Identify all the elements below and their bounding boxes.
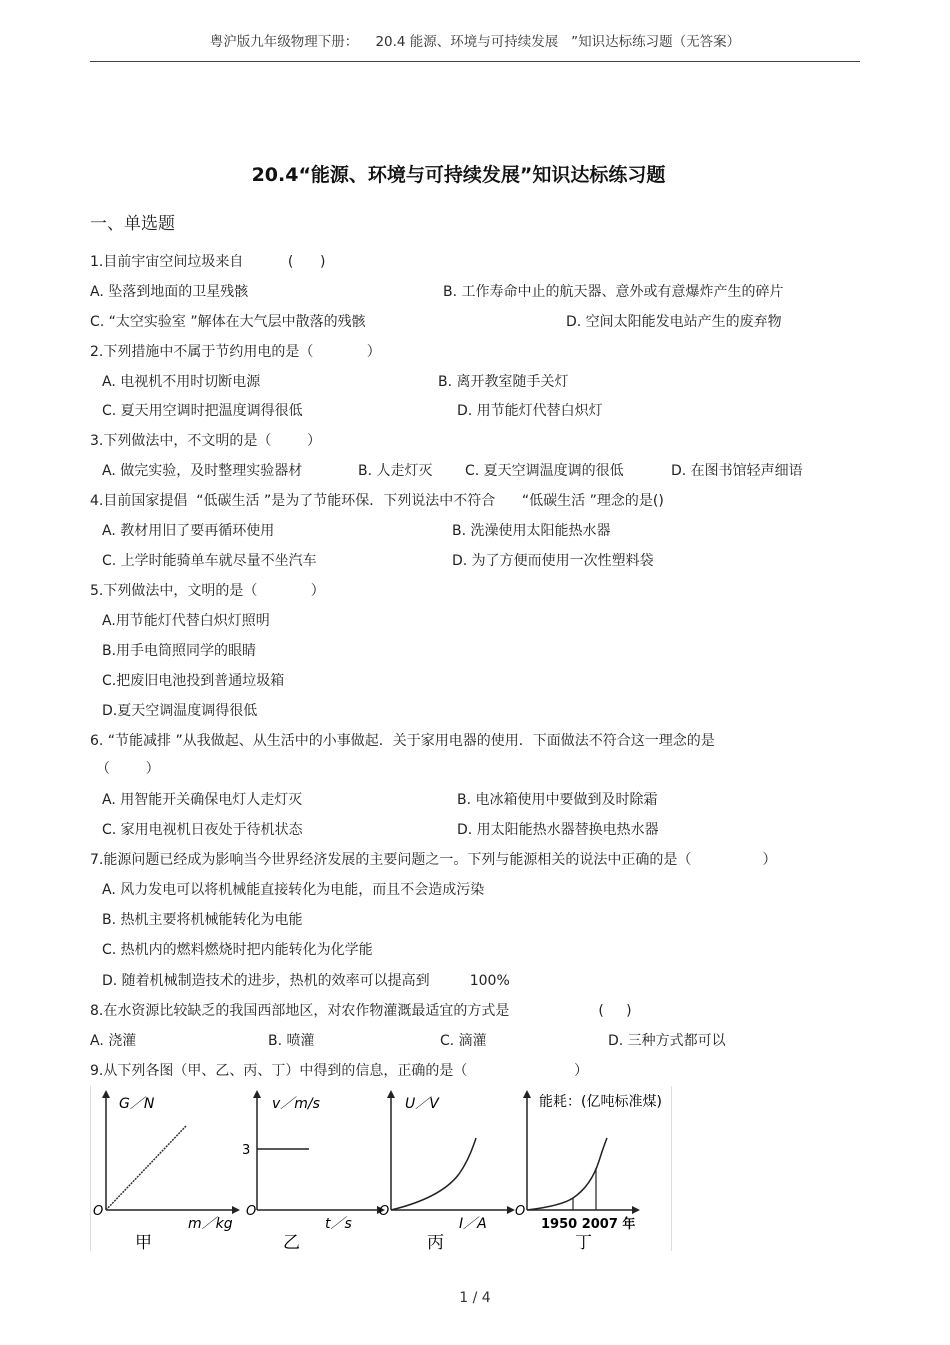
question-2-stem: 2.下列措施中不属于节约用电的是（ ）	[90, 344, 381, 360]
document-title: 20.4“能源、环境与可持续发展”知识达标练习题	[251, 164, 666, 186]
bing-origin: O	[379, 1204, 390, 1219]
question-8-option-a: A. 浇灌	[90, 1033, 137, 1049]
question-7-option-d: D. 随着机械制造技术的进步，热机的效率可以提高到 100%	[102, 973, 510, 989]
question-5-stem: 5.下列做法中，文明的是（ ）	[90, 583, 325, 599]
question-6-stem-bracket: （ ）	[96, 761, 160, 777]
question-3-option-a: A. 做完实验，及时整理实验器材	[102, 463, 303, 479]
jia-origin: O	[93, 1204, 104, 1219]
question-6-option-d: D. 用太阳能热水器替换电热水器	[457, 822, 659, 838]
jia-x-label: m／kg	[188, 1216, 233, 1232]
question-6-option-c: C. 家用电视机日夜处于待机状态	[102, 822, 303, 838]
question-2-option-d: D. 用节能灯代替白炽灯	[457, 403, 603, 419]
question-6-stem: 6. “节能减排 ”从我做起、从生活中的小事做起．关于家用电器的使用．下面做法不符合这一理念的是	[90, 733, 715, 749]
bing-x-label: I／A	[459, 1216, 487, 1232]
graph-ding	[515, 1093, 662, 1251]
bing-caption: 丙	[427, 1233, 444, 1251]
question-9-stem: 9.从下列各图（甲、乙、丙、丁）中得到的信息，正确的是（ ）	[90, 1063, 589, 1079]
question-4-option-c: C. 上学时能骑单车就尽量不坐汽车	[102, 553, 317, 569]
question-8-option-c: C. 滴灌	[440, 1033, 487, 1049]
jia-line	[106, 1126, 186, 1210]
question-4-option-b: B. 洗澡使用太阳能热水器	[452, 523, 611, 539]
ding-curve	[527, 1138, 607, 1210]
question-7-option-a: A. 风力发电可以将机械能直接转化为电能，而且不会造成污染	[102, 882, 485, 898]
question-6-option-b: B. 电冰箱使用中要做到及时除霜	[457, 792, 658, 808]
question-8-stem: 8.在水资源比较缺乏的我国西部地区，对农作物灌溉最适宜的方式是 ( )	[90, 1003, 632, 1019]
question-5-option-a: A.用节能灯代替白炽灯照明	[102, 613, 270, 629]
yi-value-label: 3	[242, 1143, 251, 1158]
question-5-option-b: B.用手电筒照同学的眼睛	[102, 643, 257, 659]
graphs-svg	[91, 1086, 671, 1251]
question-1-stem: 1.目前宇宙空间垃圾来自 ( )	[90, 254, 326, 270]
jia-caption: 甲	[135, 1233, 152, 1251]
bing-y-label: U／V	[405, 1096, 439, 1112]
question-3-option-c: C. 夏天空调温度调的很低	[465, 463, 624, 479]
yi-y-label: v／m/s	[272, 1096, 320, 1112]
yi-x-label: t／s	[325, 1216, 352, 1232]
question-7-stem: 7.能源问题已经成为影响当今世界经济发展的主要问题之一。下列与能源相关的说法中正确的是（ ）	[90, 852, 777, 868]
question-8-option-b: B. 喷灌	[268, 1033, 315, 1049]
jia-y-label: G／N	[119, 1096, 155, 1112]
header-rule	[90, 61, 860, 62]
question-3-stem: 3.下列做法中，不文明的是（ ）	[90, 433, 321, 449]
section-heading: 一、单选题	[90, 214, 175, 234]
question-2-option-c: C. 夏天用空调时把温度调得很低	[102, 403, 303, 419]
bing-curve	[391, 1138, 476, 1210]
ding-origin: O	[515, 1204, 526, 1219]
question-5-option-c: C.把废旧电池投到普通垃圾箱	[102, 673, 285, 689]
page-header: 粤沪版九年级物理下册： 20.4 能源、环境与可持续发展 ”知识达标练习题（无答案）	[209, 34, 741, 50]
question-2-option-a: A. 电视机不用时切断电源	[102, 374, 261, 390]
question-9-figure	[90, 1086, 672, 1251]
question-1-option-c: C. “太空实验室 ”解体在大气层中散落的残骸	[90, 314, 366, 330]
page-number: 1 / 4	[459, 1290, 491, 1306]
yi-origin: O	[246, 1204, 257, 1219]
question-2-option-b: B. 离开教室随手关灯	[438, 374, 569, 390]
question-4-option-d: D. 为了方便而使用一次性塑料袋	[452, 553, 654, 569]
ding-caption: 丁	[575, 1233, 592, 1251]
question-3-option-b: B. 人走灯灭	[358, 463, 433, 479]
graph-jia	[93, 1094, 236, 1251]
yi-caption: 乙	[283, 1233, 300, 1251]
question-4-option-a: A. 教材用旧了要再循环使用	[102, 523, 275, 539]
question-1-option-b: B. 工作寿命中止的航天器、意外或有意爆炸产生的碎片	[443, 284, 784, 300]
question-6-option-a: A. 用智能开关确保电灯人走灯灭	[102, 792, 303, 808]
graph-bing	[379, 1094, 511, 1251]
question-7-option-b: B. 热机主要将机械能转化为电能	[102, 912, 303, 928]
question-7-option-c: C. 热机内的燃料燃烧时把内能转化为化学能	[102, 942, 373, 958]
ding-y-label: 能耗：(亿吨标准煤)	[539, 1094, 662, 1110]
question-8-option-d: D. 三种方式都可以	[608, 1033, 726, 1049]
question-3-option-d: D. 在图书馆轻声细语	[671, 463, 803, 479]
ding-x-label: 1950 2007 年	[541, 1217, 636, 1232]
graph-yi	[242, 1094, 381, 1251]
question-4-stem: 4.目前国家提倡 “低碳生活 ”是为了节能环保．下列说法中不符合 “低碳生活 ”理念的是()	[90, 493, 664, 509]
question-5-option-d: D.夏天空调温度调得很低	[102, 703, 258, 719]
question-1-option-a: A. 坠落到地面的卫星残骸	[90, 284, 249, 300]
question-1-option-d: D. 空间太阳能发电站产生的废弃物	[566, 314, 782, 330]
